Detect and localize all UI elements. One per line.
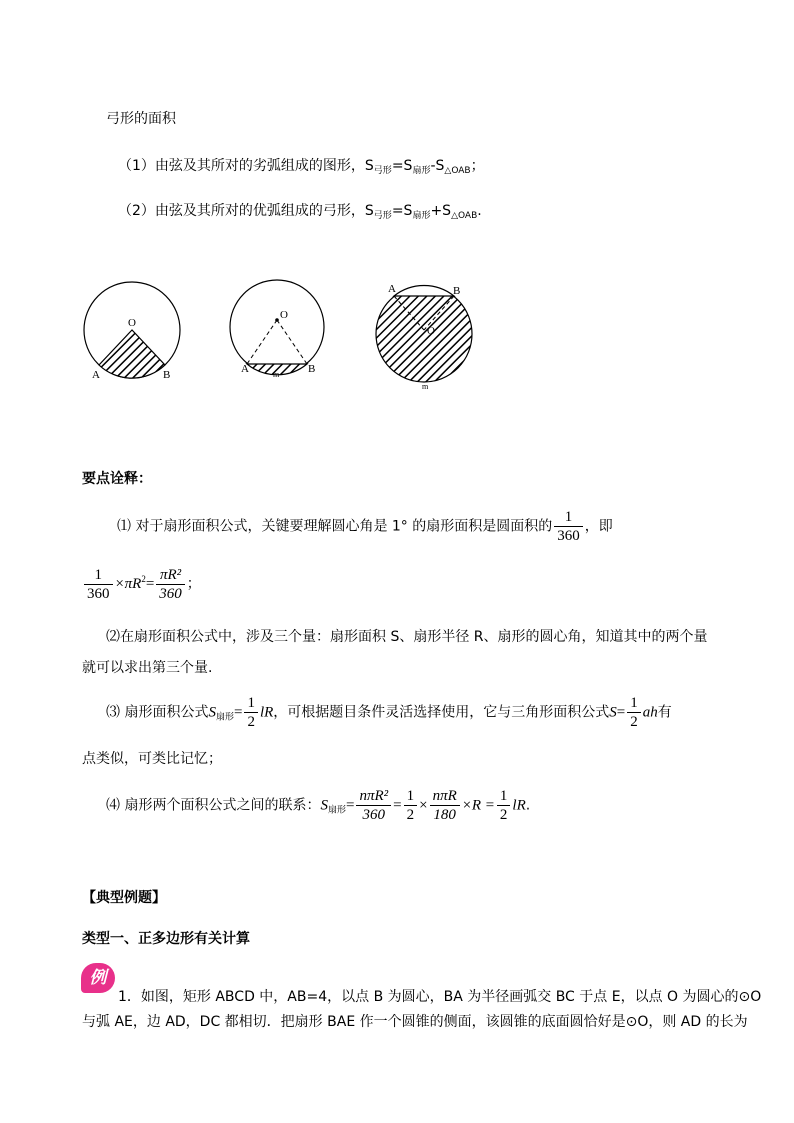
example-badge xyxy=(81,963,115,993)
fig2-label-o: O xyxy=(280,309,288,321)
fig1-label-o: O xyxy=(128,317,136,329)
fig3-label-b: B xyxy=(453,285,461,297)
fig2-label-a: A xyxy=(241,363,249,375)
example-badge-label: 例 xyxy=(89,968,107,988)
segment-area-figures xyxy=(70,270,490,400)
fig3-label-a: A xyxy=(388,283,396,295)
item2-text: （2）由弦及其所对的优弧组成的弓形，S xyxy=(118,203,374,219)
type1-title: 类型一、正多边形有关计算 xyxy=(82,931,250,947)
figure-sector xyxy=(84,282,180,381)
section-heading: 弓形的面积 xyxy=(106,111,176,127)
fig3-label-m: m xyxy=(422,382,429,391)
examples-title: 【典型例题】 xyxy=(82,890,166,906)
key-point-1-formula: $\frac{1}{360}$ $\times\pi R^2=$ $\frac{\text{πR²}}{360}$ ； xyxy=(82,566,201,603)
key-point-4: ⑷ 扇形两个面积公式之间的联系：$S_{扇形}=$ $\frac{\text{nπR²}}{360}$ = $\frac{1}{2}$ × $\frac{\text{nπR}}{180}$ ×R = $\frac{1}{2}$ lR. xyxy=(106,788,531,823)
formula-item-2: （2）由弦及其所对的优弧组成的弓形，$S_{弓形}=S_{扇形}+S_{\triangle OAB}$. xyxy=(118,203,482,221)
fig2-label-b: B xyxy=(308,363,316,375)
key-point-3-line2: 点类似，可类比记忆； xyxy=(82,751,222,767)
item1-sub-arc: 弓形 xyxy=(373,166,392,176)
formula-item-1: （1）由弦及其所对的劣弧组成的图形，$S_{弓形}=S_{扇形}-S_{\triangle OAB}$； xyxy=(118,158,485,176)
example-1-line1: 1．如图，矩形 ABCD 中，AB=4，以点 B 为圆心，BA 为半径画弧交 BC 于点 E，以点 O 为圆心的⊙O xyxy=(118,989,762,1005)
key-point-3: ⑶ 扇形面积公式$S_{扇形}=$ $\frac{1}{2}$ lR，可根据题目条件灵活选择使用，它与三角形面积公式S= $\frac{1}{2}$ ah有 xyxy=(106,695,672,730)
figure-minor-segment xyxy=(230,280,324,379)
figure-major-segment xyxy=(376,283,472,391)
fig3-label-o: O xyxy=(427,325,435,337)
example-1-line2: 与弧 AE，边 AD，DC 都相切．把扇形 BAE 作一个圆锥的侧面，该圆锥的底面圆恰好是⊙O，则 AD 的长为 xyxy=(82,1014,748,1030)
key-point-2-line1: ⑵在扇形面积公式中，涉及三个量：扇形面积 S、扇形半径 R、扇形的圆心角，知道其中的两个量 xyxy=(106,629,708,645)
key-point-2-line2: 就可以求出第三个量. xyxy=(82,660,213,676)
fig1-label-b: B xyxy=(163,369,171,381)
fig2-label-m: m xyxy=(273,370,280,379)
fig1-label-a: A xyxy=(92,369,100,381)
key-point-1: ⑴ 对于扇形面积公式，关键要理解圆心角是 1° 的扇形面积是圆面积的 $\frac{1}{360}$ ，即 xyxy=(117,509,613,544)
item1-text: （1）由弦及其所对的劣弧组成的图形，S xyxy=(118,158,374,174)
key-points-title: 要点诠释： xyxy=(82,471,152,487)
